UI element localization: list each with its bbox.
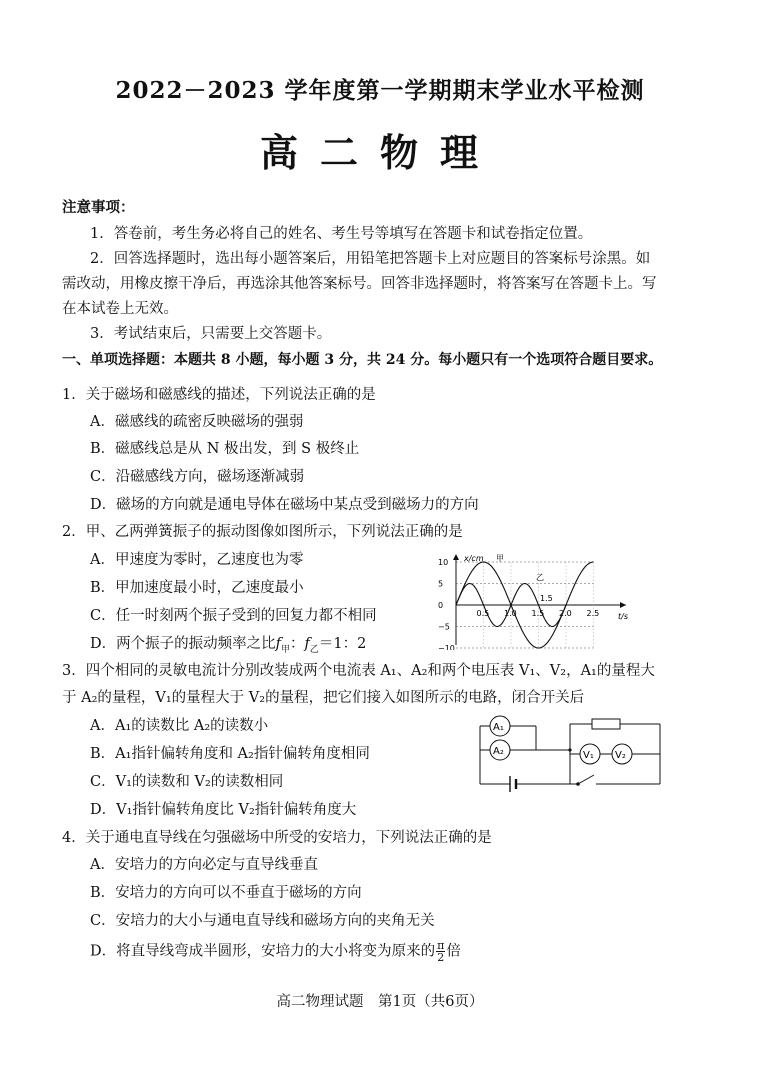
note-2-line-3: 在本试卷上无效。 bbox=[62, 301, 178, 317]
a2-label: A₂ bbox=[493, 746, 504, 757]
page-footer: 高二物理试题 第1页（共6页） bbox=[276, 994, 484, 1010]
q2-d-sub1: 甲 bbox=[281, 644, 291, 655]
x-tick-label: 2.5 bbox=[586, 609, 600, 618]
annotation-label: 1.5 bbox=[540, 594, 553, 603]
resistor bbox=[592, 719, 620, 729]
x-axis-arrow bbox=[620, 602, 626, 608]
q4-option-a: A．安培力的方向必定与直导线垂直 bbox=[90, 857, 318, 873]
x-ticks bbox=[477, 609, 600, 618]
a1-label: A₁ bbox=[493, 722, 504, 733]
q2-d-sub2: 乙 bbox=[309, 644, 319, 655]
y-tick-label: 5 bbox=[438, 579, 444, 589]
q3-option-c: C．V₁的读数和 V₂的读数相同 bbox=[90, 774, 284, 790]
fraction-numerator: π bbox=[437, 939, 445, 952]
q2-d-f1: f bbox=[275, 636, 281, 652]
y-tick-label: 10 bbox=[438, 558, 449, 567]
note-2-line-1: 2．回答选择题时，选出每小题答案后，用铅笔把答题卡上对应题目的答案标号涂黑。如 bbox=[90, 251, 651, 267]
subject-title: 高二物理 bbox=[259, 130, 500, 175]
note-2-line-2: 需改动，用橡皮擦干净后，再选涂其他答案标号。回答非选择题时，将答案写在答题卡上。写 bbox=[62, 276, 657, 292]
q2-d-colon: ： bbox=[290, 636, 305, 652]
q1-stem: 1．关于磁场和磁感线的描述，下列说法正确的是 bbox=[62, 387, 376, 403]
q2-option-c: C．任一时刻两个振子受到的回复力都不相同 bbox=[90, 608, 377, 624]
q3-stem-line-1: 3．四个相同的灵敏电流计分别改装成两个电流表 A₁、A₂和两个电压表 V₁、V₂，A₁的量程大 bbox=[62, 663, 655, 679]
q1-option-c: C．沿磁感线方向，磁场逐渐减弱 bbox=[90, 469, 305, 485]
q4-stem: 4．关于通电直导线在匀强磁场中所受的安培力，下列说法正确的是 bbox=[62, 830, 492, 846]
q2-option-b: B．甲加速度最小时，乙速度最小 bbox=[90, 580, 304, 596]
fraction-denominator: 2 bbox=[437, 951, 445, 964]
series-jia-label: 甲 bbox=[496, 554, 504, 563]
exam-title: 2022－2023 学年度第一学期期末学业水平检测 bbox=[115, 77, 645, 104]
section-1-heading: 一、单项选择题：本题共 8 小题，每小题 3 分，共 24 分。每小题只有一个选项符合题目要求。 bbox=[62, 352, 663, 368]
junction-dot bbox=[568, 748, 571, 751]
q2-d-prefix: D．两个振子的振动频率之比 bbox=[90, 636, 276, 652]
x-tick-label: 1.0 bbox=[504, 609, 517, 618]
switch-pivot bbox=[576, 782, 580, 786]
y-axis-label: x/cm bbox=[464, 554, 484, 563]
note-1: 1．答卷前，考生务必将自己的姓名、考生号等填写在答题卡和试卷指定位置。 bbox=[90, 226, 593, 242]
x-tick-label: 2.0 bbox=[559, 609, 572, 618]
q3-option-a: A．A₁的读数比 A₂的读数小 bbox=[90, 718, 269, 734]
y-axis-arrow bbox=[453, 554, 459, 560]
circuit-diagram bbox=[470, 712, 670, 802]
q3-option-d: D．V₁指针偏转角度比 V₂指针偏转角度大 bbox=[90, 802, 357, 818]
y-tick-label: −5 bbox=[438, 622, 450, 632]
q3-option-b: B．A₁指针偏转角度和 A₂指针偏转角度相同 bbox=[90, 746, 370, 762]
q3-stem-line-2: 于 A₂的量程，V₁的量程大于 V₂的量程，把它们接入如图所示的电路，闭合开关后 bbox=[62, 690, 585, 706]
q4-d-prefix: D．将直导线弯成半圆形，安培力的大小将变为原来的 bbox=[90, 943, 436, 960]
q4-option-b: B．安培力的方向可以不垂直于磁场的方向 bbox=[90, 885, 362, 901]
y-tick-label: −10 bbox=[438, 644, 455, 650]
vibration-chart bbox=[436, 550, 636, 650]
pi-over-two-fraction bbox=[436, 940, 445, 963]
q4-option-d bbox=[90, 940, 461, 963]
q2-option-a: A．甲速度为零时，乙速度也为零 bbox=[90, 552, 304, 568]
x-tick-label: 0.5 bbox=[476, 609, 490, 618]
series-yi-label: 乙 bbox=[536, 573, 544, 582]
q4-option-c: C．安培力的大小与通电直导线和磁场方向的夹角无关 bbox=[90, 913, 435, 929]
q1-option-b: B．磁感线总是从 N 极出发，到 S 极终止 bbox=[90, 441, 360, 457]
switch-blade bbox=[578, 775, 594, 784]
notes-heading: 注意事项： bbox=[62, 199, 135, 216]
q2-option-d bbox=[90, 634, 366, 660]
q2-d-f2: f bbox=[304, 636, 310, 652]
q1-option-a: A．磁感线的疏密反映磁场的强弱 bbox=[90, 414, 304, 430]
y-ticks bbox=[438, 558, 455, 650]
v2-label: V₂ bbox=[615, 750, 626, 761]
q1-option-d: D．磁场的方向就是通电导体在磁场中某点受到磁场力的方向 bbox=[90, 497, 479, 513]
v1-label: V₁ bbox=[583, 750, 594, 761]
q2-d-suffix: ＝1：2 bbox=[318, 636, 367, 652]
y-tick-label: 0 bbox=[438, 601, 444, 610]
q4-d-suffix: 倍 bbox=[446, 943, 461, 960]
x-tick-label: 1.5 bbox=[531, 609, 545, 618]
note-3: 3．考试结束后，只需要上交答题卡。 bbox=[90, 326, 332, 342]
x-axis-label: t/s bbox=[618, 612, 628, 621]
q2-stem: 2．甲、乙两弹簧振子的振动图像如图所示，下列说法正确的是 bbox=[62, 524, 463, 540]
